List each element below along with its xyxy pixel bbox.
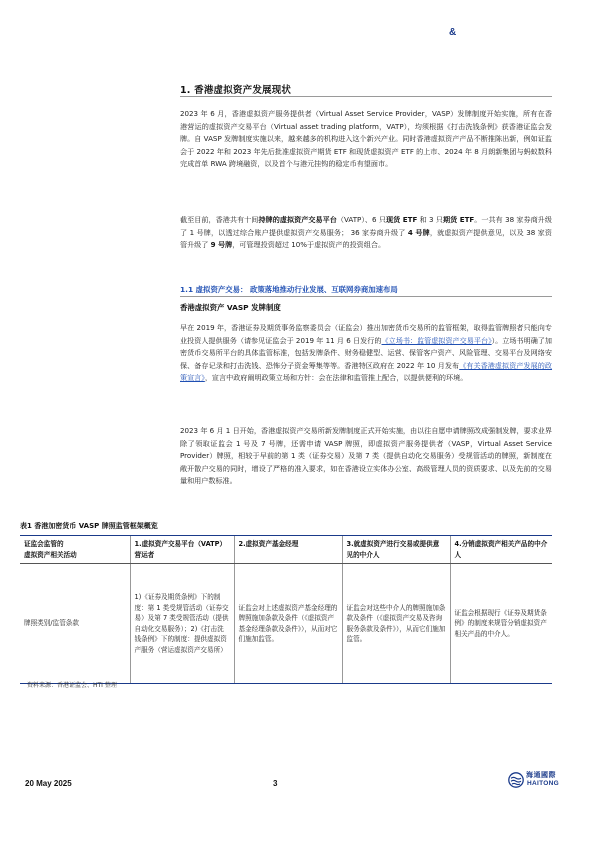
bold-vatp: 持牌的虚拟资产交易平台 (258, 215, 337, 224)
table-header-cell: 1.虚拟资产交易平台（VATP）营运者 (130, 536, 234, 564)
header-symbol: & (449, 27, 457, 38)
subsection-title: 1.1 虚拟资产交易： 政策落地推动行业发展、互联网券商加速布局 (180, 285, 398, 294)
footer-date: 20 May 2025 (25, 779, 72, 788)
section-divider (180, 96, 552, 97)
source-note: 资料来源：香港证监会、HTI 整理 (27, 682, 117, 689)
page-number: 3 (273, 779, 278, 788)
bold-spot-etf: 现货 ETF (386, 215, 418, 224)
haitong-logo (508, 770, 563, 792)
subsection-divider (180, 296, 552, 297)
regulatory-framework-table (20, 535, 552, 684)
bold-license-9: 9 号牌 (210, 240, 233, 250)
position-paper-link[interactable]: 《立场书：监管虚拟资产交易平台》 (381, 335, 492, 345)
logo-text-cn: 海通國際 (526, 771, 556, 779)
table-row (20, 564, 552, 684)
table-cell: 证监会根据现行《证券及期货条例》的制度来规管分销虚拟资产相关产品的中介人。 (450, 564, 552, 684)
section-title: 1. 香港虚拟资产发展现状 (180, 85, 292, 96)
policy-statement-link[interactable]: 《有关香港虚拟资产发展的政策宣言》 (180, 360, 553, 383)
table-cell: 证监会对上述虚拟资产基金经理的牌照施加条款及条件（《虚拟资产基金经理条款及条件》），从而对它们施加监管。 (234, 564, 342, 684)
paragraph-regulatory-history: 早在 2019 年，香港证券及期货事务监察委员会（证监会）推出加密货币交易所的监管框架，取得监管牌照者只能向专业投资人提供服务（请参见证监会于 2019 年 11 月 6 日发行的《立场书：监管虚拟资产交易平台》）。立场书明确了加密货币交易所平台的具体监管标准，包括发牌条件、财务稳健型、运营、保管客户资产、风险管理、交易平台及网络安保、备存记录和打击洗钱、恐怖分子资金筹集等等。香港特区政府在 2022 年 10 月发布《有关香港虚拟资产发展的政策宣言》，宣言中政府阐明政策立场和方针：会在法律和监管推上配合，以提供便利的环境。 (180, 323, 553, 383)
bold-heading: 香港虚拟资产 VASP 发牌制度 (180, 303, 281, 312)
table-cell: 1)《证券及期货条例》下的制度：第 1 类受规管活动（证券交易）及第 7 类受规管活动（提供自动化交易服务）；2)《打击洗钱条例》下的制度：提供虚拟资产服务（营运虚拟资产交易所） (130, 564, 234, 684)
table-header-row (20, 536, 552, 564)
table-row-label: 牌照类别/监管条款 (20, 564, 130, 684)
bold-license-4: 4 号牌 (407, 227, 430, 237)
paragraph-license-stats: 截至目前，香港共有十间持牌的虚拟资产交易平台（VATP）、6 只现货 ETF 和 3 只期货 ETF。一共有 38 家券商升级了 1 号牌，以透过综合账户提供虚拟资产交易服务； 36 家券商升级了 4 号牌，就虚拟资产提供意见，以及 38 家资管升级了 9 号牌，可管理投资超过 10%于虚拟资产的投资组合。 (180, 215, 553, 250)
haitong-logo-icon (508, 772, 524, 788)
table-header-cell: 3.就虚拟资产进行交易或提供意见的中介人 (342, 536, 450, 564)
logo-text-en: HAITONG (527, 780, 559, 787)
paragraph-new-regime: 2023 年 6 月 1 日开始，香港虚拟资产交易所新发牌制度正式开始实施，由以往自愿申请牌照改成强制发牌，要求业界除了领取证监会 1 号及 7 号牌，还需申请 VASP 牌照，即虚拟资产服务提供者（VASP，Virtual Asset Service Provider）牌照，相较于早前的第 1 类（证券交易）及第 7 类（提供自动化交易服务）受规管活动的牌照，新制度在敞开散户交易的同时，增设了严格的准入要求，如在香港设立实体办公室、高级管理人员的资质要求、以及先前的交易量和用户数标准。 (180, 426, 552, 486)
paragraph-vasp-intro: 2023 年 6 月，香港虚拟资产服务提供者（Virtual Asset Service Provider，VASP）发牌制度开始实施，所有在香港营运的虚拟资产交易平台（Virtual asset trading platform，VATP），均须根据《打击洗钱条例》获香港证监会发牌。自 VASP 发牌制度实施以来，越来越多的机构进入这个新兴产业。同时香港虚拟资产产品不断推陈出新，例如证监会于 2022 年和 2023 年先后批准虚拟资产期货 ETF 和现货虚拟资产 ETF 的上市、2024 年 8 月朗新集团与蚂蚁数科完成首单 RWA 跨境融资，以及首个与港元挂钩的稳定币有望面市。 (180, 109, 552, 169)
table-caption: 表1 香港加密货币 VASP 牌照监管框架概览 (20, 522, 158, 530)
table-header-cell: 证监会监管的 虚拟资产相关活动 (20, 536, 130, 564)
bold-futures-etf: 期货 ETF (442, 215, 475, 224)
table-header-cell: 2.虚拟资产基金经理 (234, 536, 342, 564)
table-header-cell: 4.分销虚拟资产相关产品的中介人 (450, 536, 552, 564)
table-cell: 证监会对这些中介人的牌照施加条款及条件（《虚拟资产交易及咨询服务条款及条件》），从而它们施加监管。 (342, 564, 450, 684)
